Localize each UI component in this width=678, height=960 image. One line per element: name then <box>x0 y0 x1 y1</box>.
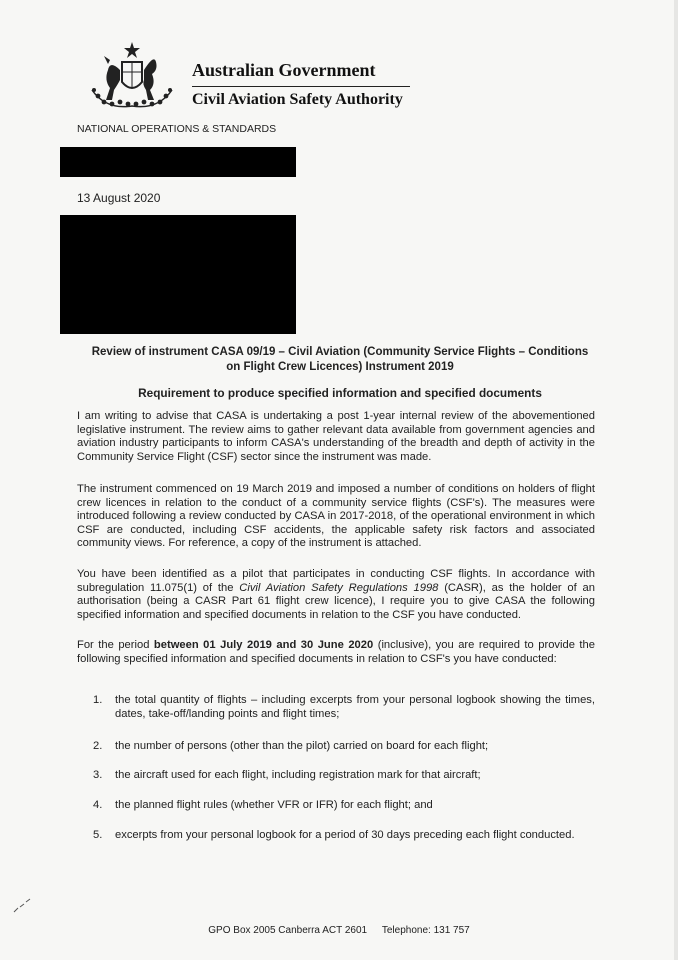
authority-text-b: (CASR), as the holder of an authorisation (being a CASR Part 61 flight crew licence), I require you to give CASA the following specified information and specified documents in relation to the CSF you have conducted. <box>77 581 595 621</box>
list-item <box>93 769 595 783</box>
list-number: 3. <box>93 769 103 781</box>
period-paragraph <box>77 639 595 666</box>
regulation-title: Civil Aviation Safety Regulations 1998 <box>239 581 439 594</box>
requirement-title: Requirement to produce specified information and specified documents <box>138 386 542 400</box>
scan-edge <box>674 0 678 960</box>
division-name: NATIONAL OPERATIONS & STANDARDS <box>77 123 277 135</box>
pen-mark-icon <box>12 898 32 914</box>
list-number: 4. <box>93 799 103 811</box>
period-text-b: (inclusive), you are required to provide the following specified information and specified documents in relation to CSF's you have conducted: <box>77 639 595 665</box>
coat-of-arms-icon <box>86 40 178 112</box>
footer-telephone: Telephone: 131 757 <box>381 925 470 936</box>
period-text-a: For the period <box>77 639 154 651</box>
period-dates: between 01 July 2019 and 30 June 2020 <box>153 639 374 651</box>
review-title: Review of instrument CASA 09/19 – Civil Aviation (Community Service Flights – Conditions on Flight Crew Licences) Instrument 2019 <box>91 346 589 373</box>
list-text: the total quantity of flights – including excerpts from your personal logbook showing the times, dates, take-off/landing points and flight times; <box>115 694 595 720</box>
letterhead-divider <box>192 86 410 87</box>
authority-paragraph <box>77 568 595 622</box>
redaction-block <box>60 147 296 177</box>
redaction-block <box>60 215 296 334</box>
list-text: the number of persons (other than the pilot) carried on board for each flight; <box>115 740 489 752</box>
list-number: 1. <box>93 694 103 706</box>
list-number: 5. <box>93 829 103 841</box>
list-text: the aircraft used for each flight, including registration mark for that aircraft; <box>115 769 481 781</box>
list-item <box>93 829 595 843</box>
list-item <box>93 694 595 721</box>
list-item <box>93 799 595 813</box>
list-number: 2. <box>93 740 103 752</box>
background-paragraph: The instrument commenced on 19 March 2019 and imposed a number of conditions on holders of flight crew licences in relation to the conduct of a community service flights (CSF's). The measures were introduced following a review conducted by CASA in 2017-2018, of the operational environment in which CSF are conducted, including CSF accidents, the applicable safety risk factors and associated community views. For reference, a copy of the instrument is attached. <box>77 483 595 549</box>
list-item <box>93 740 595 754</box>
agency-title: Civil Aviation Safety Authority <box>192 91 403 108</box>
list-text: the planned flight rules (whether VFR or IFR) for each flight; and <box>115 799 433 811</box>
government-title: Australian Government <box>192 60 376 80</box>
list-text: excerpts from your personal logbook for a period of 30 days preceding each flight conducted. <box>115 829 575 841</box>
authority-text-a: You have been identified as a pilot that participates in conducting CSF flights. In accordance with subregulation 11.075(1) of the <box>77 568 595 594</box>
letter-date: 13 August 2020 <box>77 191 161 205</box>
intro-paragraph: I am writing to advise that CASA is undertaking a post 1-year internal review of the abovementioned legislative instrument. The review aims to gather relevant data available from government agencies and aviation industry participants to inform CASA's understanding of the breadth and depth of activity in the Community Service Flight (CSF) sector since the instrument was made. <box>77 410 595 463</box>
footer-address: GPO Box 2005 Canberra ACT 2601 <box>208 925 368 936</box>
footer <box>0 925 678 936</box>
